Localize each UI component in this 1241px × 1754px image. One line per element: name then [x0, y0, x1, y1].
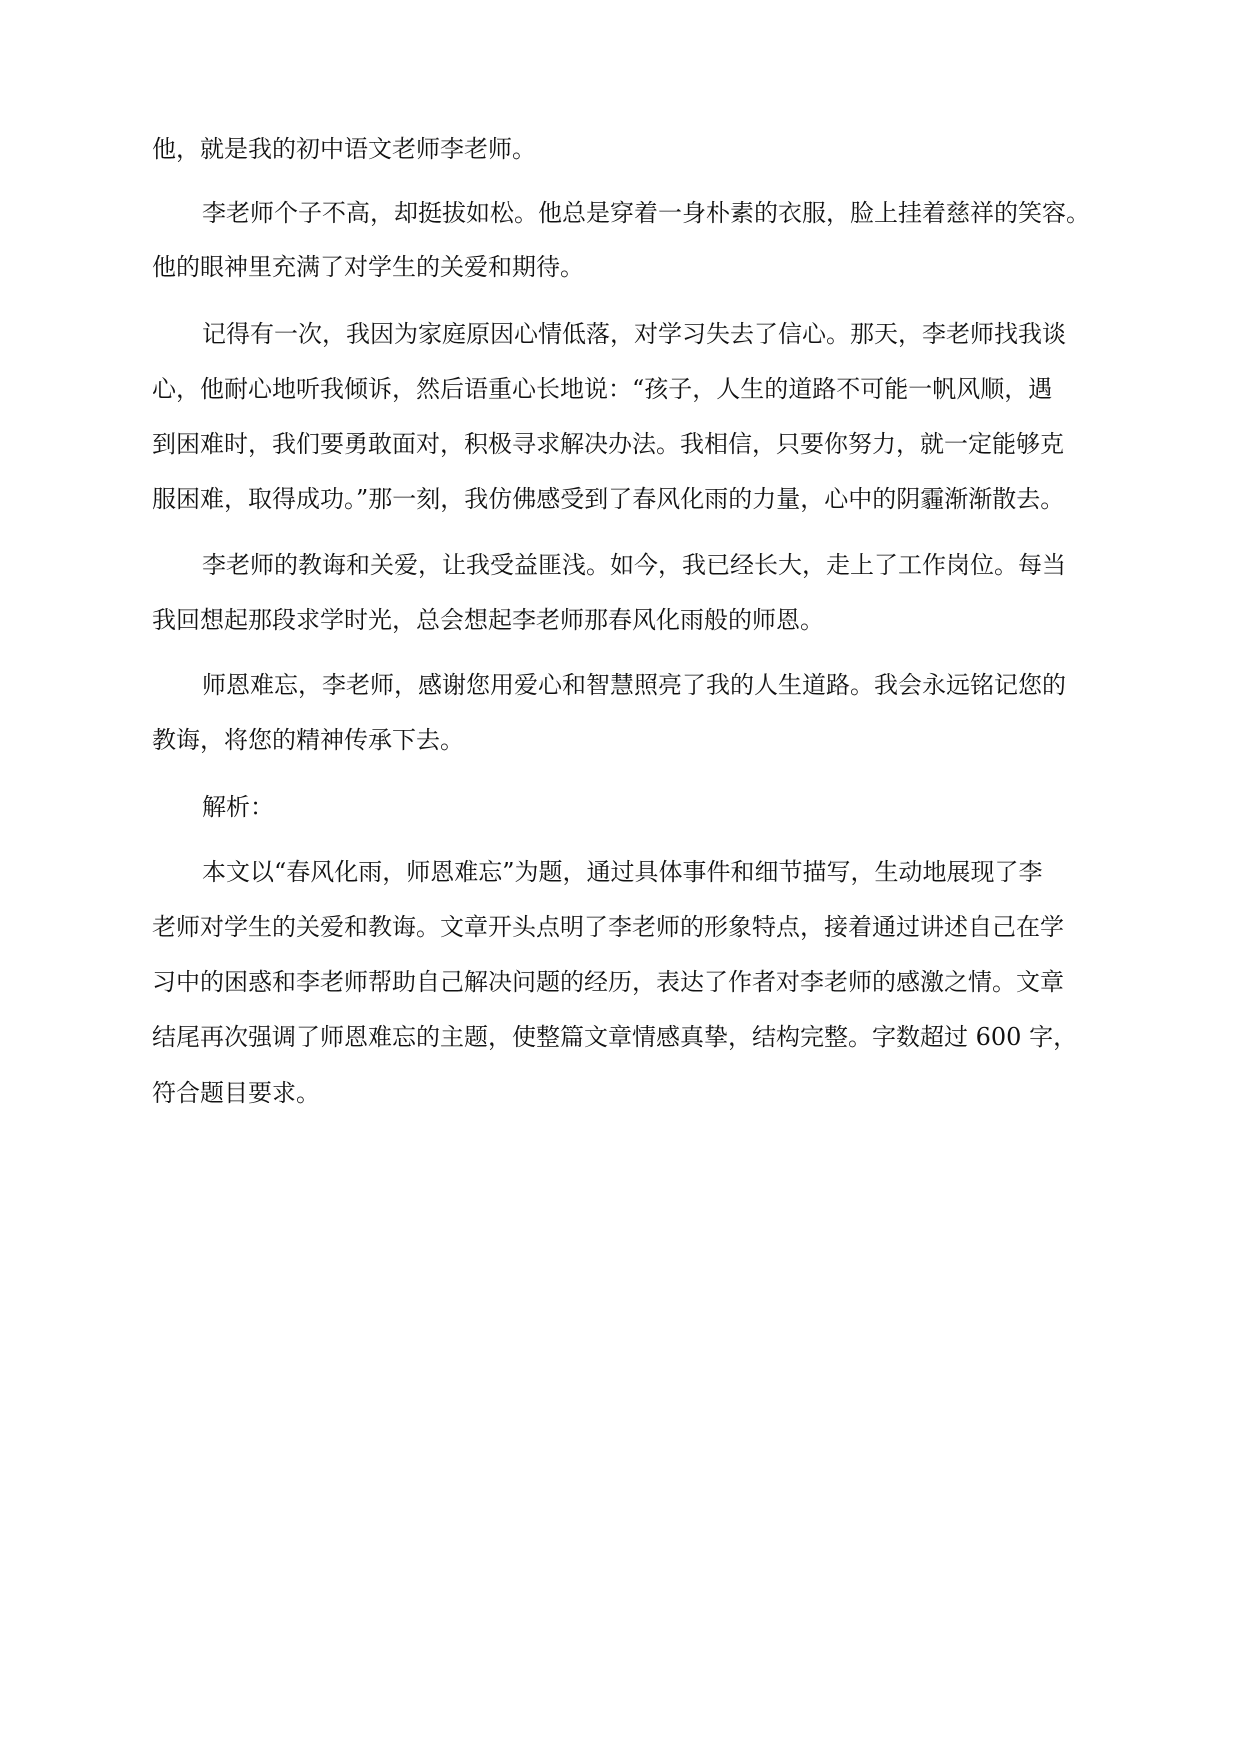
- text-line: 李老师个子不高，却挺拔如松。他总是穿着一身朴素的衣服，脸上挂着慈祥的笑容。: [202, 199, 1090, 227]
- text-line: 到困难时，我们要勇敢面对，积极寻求解决办法。我相信，只要你努力，就一定能够克: [152, 430, 1064, 458]
- analysis-heading: 解析：: [202, 793, 274, 821]
- text-line: 他的眼神里充满了对学生的关爱和期待。: [152, 253, 584, 281]
- text-line: 我回想起那段求学时光，总会想起李老师那春风化雨般的师恩。: [152, 606, 824, 634]
- text-line: 记得有一次，我因为家庭原因心情低落，对学习失去了信心。那天，李老师找我谈: [202, 320, 1066, 348]
- text-line: 心，他耐心地听我倾诉，然后语重心长地说：“孩子，人生的道路不可能一帆风顺，遇: [152, 375, 1053, 403]
- text-line: 教诲，将您的精神传承下去。: [152, 726, 464, 754]
- text-line: 服困难，取得成功。”那一刻，我仿佛感受到了春风化雨的力量，心中的阴霾渐渐散去。: [152, 485, 1065, 513]
- text-line: 李老师的教诲和关爱，让我受益匪浅。如今，我已经长大，走上了工作岗位。每当: [202, 551, 1066, 579]
- text-line: 本文以“春风化雨，师恩难忘”为题，通过具体事件和细节描写，生动地展现了李: [202, 858, 1043, 886]
- text-line: 习中的困惑和李老师帮助自己解决问题的经历，表达了作者对李老师的感激之情。文章: [152, 968, 1064, 996]
- text-line: 他，就是我的初中语文老师李老师。: [152, 135, 536, 163]
- text-line: 符合题目要求。: [152, 1079, 320, 1107]
- text-line: 师恩难忘，李老师，感谢您用爱心和智慧照亮了我的人生道路。我会永远铭记您的: [202, 671, 1066, 699]
- text-line: 老师对学生的关爱和教诲。文章开头点明了李老师的形象特点，接着通过讲述自己在学: [152, 913, 1064, 941]
- text-line: 结尾再次强调了师恩难忘的主题，使整篇文章情感真挚，结构完整。字数超过 600 字，: [152, 1023, 1078, 1051]
